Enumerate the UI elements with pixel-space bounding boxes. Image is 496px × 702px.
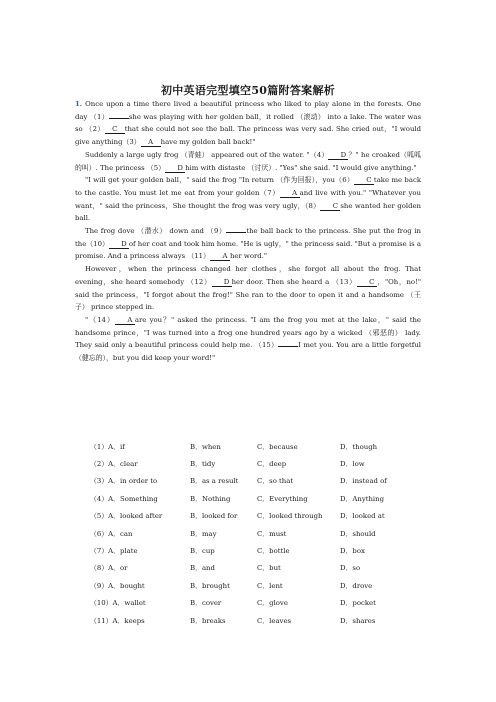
option-d: D．pocket [340, 599, 376, 608]
option-c: C．lent [257, 581, 283, 590]
passage-text: her door. Then she heard a （13） [231, 277, 357, 286]
passage-text: "I will get your golden ball，" said the frog "In return （作为回报），you（6） [85, 176, 354, 185]
blank-10: D [109, 240, 129, 249]
option-row [90, 611, 420, 628]
option-d: D．low [340, 460, 365, 469]
option-a: （7）A．plate [90, 547, 138, 556]
paragraph-4 [75, 225, 421, 263]
paragraph-3 [75, 174, 421, 225]
option-a: （4）A．Something [90, 494, 158, 503]
option-row [90, 524, 420, 541]
option-b: B．when [190, 442, 221, 451]
option-a: （6）A．can [90, 529, 133, 538]
blank-9 [226, 232, 246, 233]
option-d: D．looked at [340, 512, 385, 521]
option-d: D．so [340, 564, 361, 573]
answer-options [90, 437, 420, 628]
blank-8: C [320, 202, 340, 211]
passage-text: Once upon a time there lived a beautiful princess who liked to play alone in the forests. One day （1） [75, 100, 421, 121]
option-c: C．leaves [257, 616, 292, 625]
option-c: C．bottle [257, 547, 290, 556]
passage-text: take me back to the castle. You must let me eat from your golden（7） [75, 176, 421, 197]
passage-text: I met you. You are a little forgetful （健忘的），but you did keep your word!" [75, 341, 421, 363]
blank-3: A [141, 138, 161, 147]
blank-1 [109, 118, 129, 119]
passage-text: Suddenly a large ugly frog （青蛙） appeared out of the water. "（4） [85, 150, 329, 159]
passage-text: ，"Oh，no!" said the princess，"I forgot about the frog!" She ran to the door to open it and a handsome （王子） prince stepped in. [75, 277, 422, 312]
passage-text: have my golden ball back!" [160, 138, 256, 147]
option-b: B．and [190, 564, 215, 573]
option-row [90, 454, 420, 471]
paragraph-1 [75, 98, 421, 149]
option-d: D．though [340, 442, 378, 451]
option-d: D．Anything [340, 494, 384, 503]
option-a: （11）A．keeps [90, 616, 145, 625]
passage-text: her word." [229, 252, 268, 261]
option-d: D．drove [340, 581, 373, 590]
option-d: D．should [340, 529, 376, 538]
option-a: （5）A．looked after [90, 512, 163, 521]
option-row [90, 576, 420, 593]
blank-4: D [328, 151, 348, 160]
blank-12: D [212, 278, 232, 287]
paragraph-5 [75, 263, 421, 314]
option-row [90, 489, 420, 506]
option-b: B．brought [190, 581, 230, 590]
option-b: B．cover [190, 599, 222, 608]
option-row [90, 472, 420, 489]
blank-11: A [210, 252, 230, 261]
option-a: （8）A．or [90, 564, 128, 573]
option-c: C．so that [257, 477, 294, 486]
option-a: （3）A．in order to [90, 477, 158, 486]
option-c: C．looked through [257, 512, 323, 521]
option-b: B．cup [190, 547, 215, 556]
option-a: （1）A．if [90, 442, 125, 451]
passage-text: she wanted her golden ball. [75, 201, 421, 223]
option-b: B．Nothing [190, 494, 231, 503]
option-row [90, 507, 420, 524]
question-number: 1. [75, 100, 83, 108]
option-d: D．box [340, 547, 365, 556]
option-d: D．shares [340, 616, 376, 625]
option-row [90, 559, 420, 576]
option-c: C．deep [257, 460, 287, 469]
option-c: C．must [257, 529, 287, 538]
option-c: C．Everything [257, 494, 308, 503]
option-a: （9）A．bought [90, 581, 145, 590]
blank-15 [278, 346, 298, 347]
option-row [90, 594, 420, 611]
option-a: （10）A．wallet [90, 599, 146, 608]
page-title: 初中英语完型填空50篇附答案解析 [160, 84, 336, 97]
option-d: D．instead of [340, 477, 387, 486]
option-c: C．glove [257, 599, 288, 608]
option-row [90, 541, 420, 558]
blank-6: C [354, 176, 374, 185]
option-row [90, 437, 420, 454]
blank-14: A [115, 316, 135, 325]
blank-13: C [357, 278, 377, 287]
passage-text: "（14） [85, 315, 115, 324]
passage-text: are you？" asked the princess. "I am the frog you met at the lake，" said the handsome prince，"I was turned into a frog one hundred years ago by a wicked （邪恶的） lady. They said only a beautiful princess could help me. （15） [75, 315, 421, 350]
option-b: B．looked for [190, 512, 238, 521]
passage-text: and live with you." "Whatever you want，" said the princess，She thought the frog was very ugly，（8） [75, 188, 421, 210]
passage [75, 98, 421, 365]
passage-text: she was playing with her golden ball，it rolled （滚动） into a lake. The water was so （2） [75, 112, 421, 134]
paragraph-6 [75, 314, 421, 365]
passage-text: him with distaste （讨厌）. "Yes" she said. "I would give anything." [185, 163, 417, 172]
option-b: B．breaks [190, 616, 226, 625]
blank-5: D [165, 164, 185, 173]
option-c: C．but [257, 564, 281, 573]
passage-text: that she could not see the ball. The princess was very sad. She cried out，"I would give anything（3） [75, 125, 421, 147]
passage-text: ？" he croaked（呱呱的叫）. The princess （5） [75, 150, 422, 172]
blank-2: C [105, 125, 125, 134]
option-b: B．tidy [190, 460, 216, 469]
option-a: （2）A．clear [90, 460, 138, 469]
passage-text: However，when the princess changed her clothes，she forgot all about the frog. That evening，she heard somebody （12） [75, 265, 421, 286]
option-b: B．as a result [190, 477, 239, 486]
paragraph-2 [75, 149, 421, 174]
passage-text: the ball back to the princess. She put the frog in the（10） [75, 227, 421, 248]
option-c: C．because [257, 442, 298, 451]
option-b: B．may [190, 529, 217, 538]
blank-7: A [280, 189, 300, 198]
passage-text: of her coat and took him home. "He is ugly，" the princess said. "But a promise is a promise. And a princess always （11） [75, 239, 421, 261]
passage-text: The frog dove （潜水） down and （9） [85, 227, 227, 236]
